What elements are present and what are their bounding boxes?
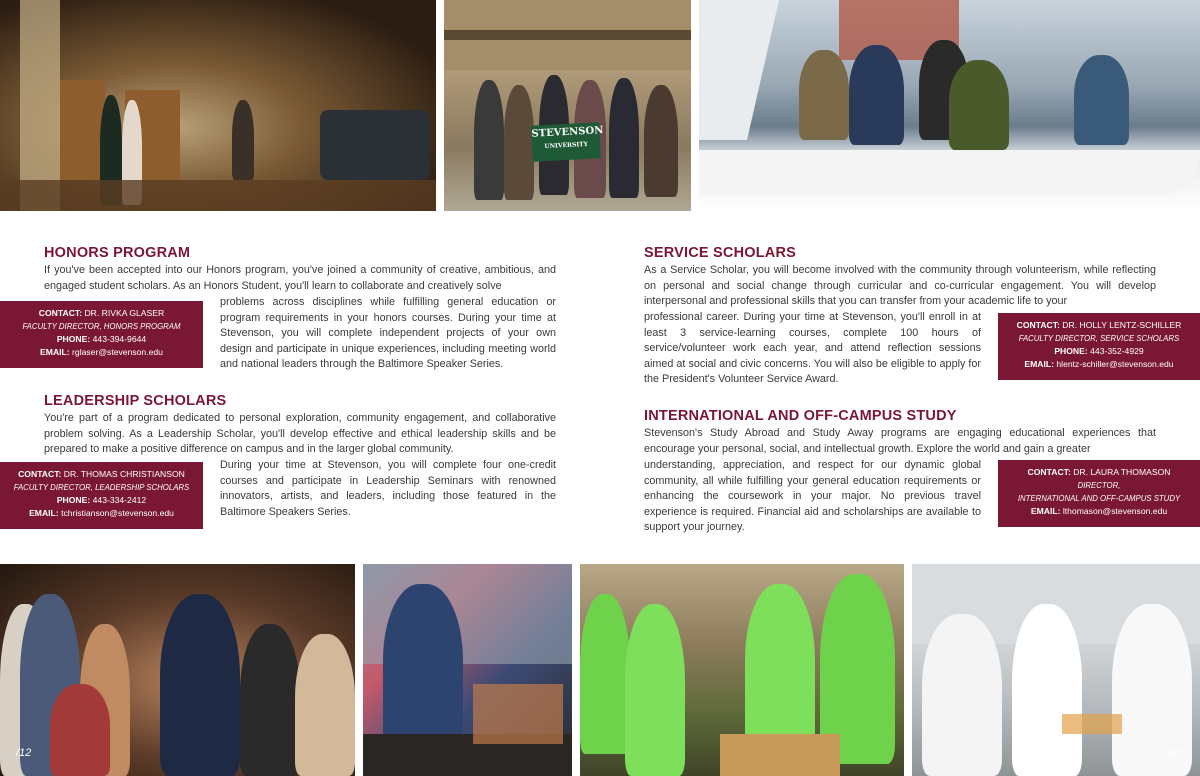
leadership-intro: You're part of a program dedicated to personal exploration, community engagement, and collaborative problem solving. As a Leadership Scholar, you'll develop effective and ethical leadership skills and be prepared to make a positive difference on campus and in the larger global community. bbox=[44, 412, 556, 456]
page-number-right: /13 bbox=[1168, 747, 1184, 759]
contact-title: FACULTY DIRECTOR, HONORS PROGRAM bbox=[22, 322, 181, 331]
service-volunteers-photo bbox=[580, 564, 904, 776]
service-contact-box bbox=[998, 313, 1200, 380]
art-project-photo bbox=[363, 564, 572, 776]
contact-phone: 443-394-9644 bbox=[92, 334, 147, 344]
international-body: understanding, appreciation, and respect for our dynamic global community, all while fulfilling your general education requirements or enhancing the coursework in your major. No previous travel experience is required. Financial aid and scholarships are available to support your journey. bbox=[644, 459, 981, 534]
honors-contact-box bbox=[0, 301, 203, 368]
contact-email[interactable]: hlentz-schiller@stevenson.edu bbox=[1056, 359, 1174, 369]
contact-label: CONTACT: bbox=[1027, 467, 1071, 477]
contact-email[interactable]: rglaser@stevenson.edu bbox=[72, 347, 163, 357]
honors-intro: If you've been accepted into our Honors program, you've joined a community of creative, ambitious, and engaged student scholars. As an Honors Student, you'll learn to collaborate and creatively solve bbox=[44, 264, 556, 292]
contact-name: DR. HOLLY LENTZ-SCHILLER bbox=[1062, 320, 1182, 330]
email-label: EMAIL: bbox=[1024, 359, 1055, 369]
service-intro: As a Service Scholar, you will become involved with the community through volunteerism, while reflecting on personal and social change through curricular and co-curricular engagement. You will develop interpersonal and professional skills that you can transfer from your academic life to your bbox=[644, 264, 1156, 308]
contact-email[interactable]: lthomason@stevenson.edu bbox=[1062, 506, 1168, 516]
banner-subtitle: UNIVERSITY bbox=[544, 140, 589, 151]
contact-name: DR. THOMAS CHRISTIANSON bbox=[63, 469, 185, 479]
leadership-heading: LEADERSHIP SCHOLARS bbox=[44, 393, 227, 409]
contact-label: CONTACT: bbox=[18, 469, 62, 479]
email-label: EMAIL: bbox=[1030, 506, 1061, 516]
contact-title: FACULTY DIRECTOR, SERVICE SCHOLARS bbox=[1018, 334, 1180, 343]
phone-label: PHONE: bbox=[56, 495, 91, 505]
phone-label: PHONE: bbox=[1054, 346, 1088, 356]
leadership-contact-box bbox=[0, 462, 203, 529]
service-heading: SERVICE SCHOLARS bbox=[644, 245, 796, 261]
stevenson-banner bbox=[531, 122, 604, 162]
international-intro: Stevenson's Study Abroad and Study Away programs are engaging educational experiences that encourage your personal, social, and intellectual growth. Explore the world and gain a greater bbox=[644, 427, 1156, 455]
sailing-photo bbox=[699, 0, 1200, 211]
lab-research-photo bbox=[912, 564, 1200, 776]
email-label: EMAIL: bbox=[29, 508, 59, 518]
stevenson-group-abroad-photo bbox=[444, 0, 691, 211]
contact-title: FACULTY DIRECTOR, LEADERSHIP SCHOLARS bbox=[13, 483, 190, 492]
meeting-leader-photo bbox=[0, 564, 355, 776]
contact-email[interactable]: tchristianson@stevenson.edu bbox=[61, 508, 174, 518]
contact-phone: 443-334-2412 bbox=[92, 495, 147, 505]
contact-label: CONTACT: bbox=[38, 308, 83, 318]
banner-title: STEVENSON bbox=[531, 125, 604, 140]
email-label: EMAIL: bbox=[40, 347, 70, 357]
museum-visit-photo bbox=[0, 0, 436, 211]
service-body: professional career. During your time at Stevenson, you'll enroll in at least 3 service-learning courses, complete 100 hours of service/volunteer work each year, and attend reflection sessions aimed at social and civic concerns. You will also be eligible to apply for the President's Volunteer Service Award. bbox=[644, 311, 981, 386]
leadership-body: During your time at Stevenson, you will complete four one-credit courses and participate in Leadership Seminars with renowned innovators, artists, and leaders, including those featured in the Baltimore Speakers Series. bbox=[220, 459, 556, 518]
honors-heading: HONORS PROGRAM bbox=[44, 245, 191, 261]
contact-label: CONTACT: bbox=[1016, 320, 1060, 330]
page-number-left: /12 bbox=[16, 747, 32, 759]
honors-body: problems across disciplines while fulfilling general education or program requirements in your honors courses. During your time at Stevenson, you will complete independent projects of your own design and participate in unique experiences, including meeting world and national leaders through the Baltimore Speaker Series. bbox=[220, 296, 556, 371]
contact-name: DR. RIVKA GLASER bbox=[84, 308, 165, 318]
contact-title-line-2: INTERNATIONAL AND OFF-CAMPUS STUDY bbox=[1017, 494, 1181, 503]
international-contact-box bbox=[998, 460, 1200, 527]
contact-title-line-1: DIRECTOR, bbox=[1077, 481, 1121, 490]
contact-phone: 443-352-4929 bbox=[1090, 346, 1144, 356]
phone-label: PHONE: bbox=[56, 334, 91, 344]
contact-name: DR. LAURA THOMASON bbox=[1073, 467, 1171, 477]
international-heading: INTERNATIONAL AND OFF-CAMPUS STUDY bbox=[644, 408, 957, 424]
